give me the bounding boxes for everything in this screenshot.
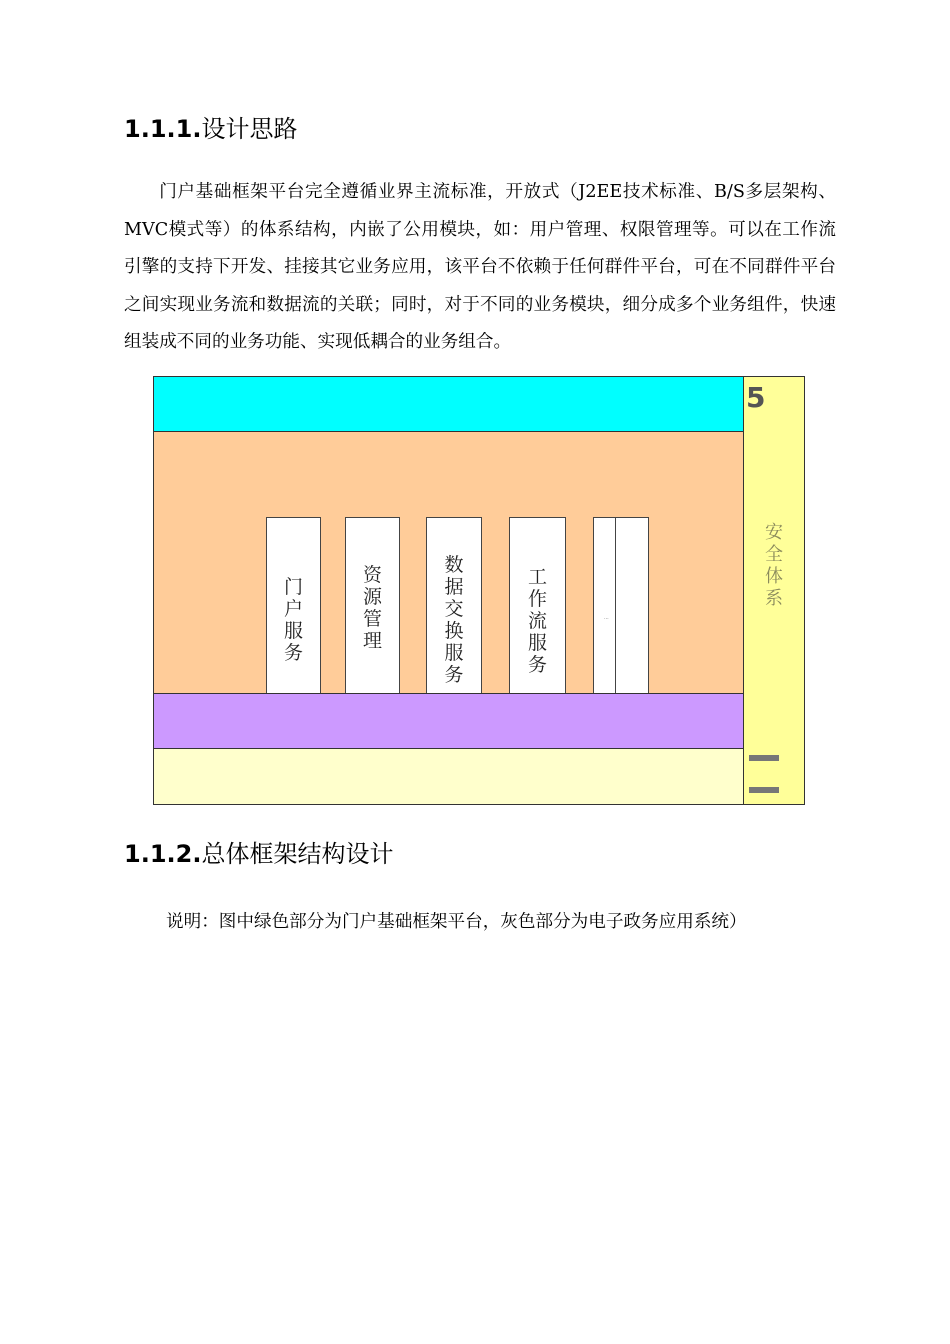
architecture-diagram	[153, 376, 805, 805]
module-label-char: 户	[283, 598, 303, 620]
figure-note: 说明：图中绿色部分为门户基础框架平台，灰色部分为电子政务应用系统）	[166, 912, 747, 932]
module-portal-service	[266, 517, 321, 720]
security-label-char: 体	[765, 566, 783, 587]
section-title: 设计思路	[201, 115, 298, 143]
module-label-char: 据	[444, 576, 464, 598]
module-resource-management	[345, 517, 400, 720]
security-system-column	[743, 376, 805, 805]
module-label-char: 资	[362, 564, 382, 586]
module-label-char: 作	[527, 588, 547, 610]
module-label-char: 服	[444, 642, 464, 664]
section-title: 总体框架结构设计	[201, 840, 394, 868]
bottom-layer-band	[153, 748, 744, 805]
security-bar	[749, 755, 779, 761]
module-label-char: 门	[283, 576, 303, 598]
module-label-char: 管	[362, 608, 382, 630]
section-number: 1.1.1.	[124, 115, 202, 143]
module-label-char: 换	[444, 620, 464, 642]
security-label-char: 系	[765, 588, 783, 609]
module-divider	[615, 518, 616, 719]
module-workflow-service	[509, 517, 566, 720]
security-glyph: 5	[746, 381, 766, 414]
paragraph-text: 门户基础框架平台完全遵循业界主流标准，开放式（J2EE技术标准、B/S多层架构、MVC模式等）的体系结构，内嵌了公用模块，如：用户管理、权限管理等。可以在工作流引擎的支持下开发、挂接其它业务应用，该平台不依赖于任何群件平台，可在不同群件平台之间实现业务流和数据流的关联；同时，对于不同的业务模块，细分成多个业务组件，快速组装成不同的业务功能、实现低耦合的业务组合。	[124, 182, 836, 353]
security-label-char: 安	[765, 522, 783, 543]
module-label-char: 理	[362, 630, 382, 652]
module-label-char: 务	[283, 642, 303, 664]
service-layer-band	[153, 431, 744, 694]
section-heading-1	[124, 114, 297, 144]
module-label-char: 服	[283, 620, 303, 642]
section-heading-2	[124, 839, 393, 869]
security-label-char: 全	[765, 544, 783, 565]
module-label-char: 源	[362, 586, 382, 608]
purple-layer-band	[153, 693, 744, 749]
module-label-char: 数	[444, 554, 464, 576]
module-unlabeled	[593, 517, 649, 720]
module-label-char: 交	[444, 598, 464, 620]
security-bar	[749, 787, 779, 793]
illegible-text: ···	[604, 616, 609, 622]
module-label-char: 服	[527, 632, 547, 654]
module-data-exchange-service	[426, 517, 482, 720]
security-label	[744, 522, 804, 610]
body-paragraph	[124, 174, 836, 362]
top-layer-band	[153, 376, 744, 432]
module-label-char: 务	[444, 664, 464, 686]
section-number: 1.1.2.	[124, 840, 202, 868]
module-label-char: 流	[527, 610, 547, 632]
module-label-char: 务	[527, 654, 547, 676]
module-label-char: 工	[527, 566, 547, 588]
